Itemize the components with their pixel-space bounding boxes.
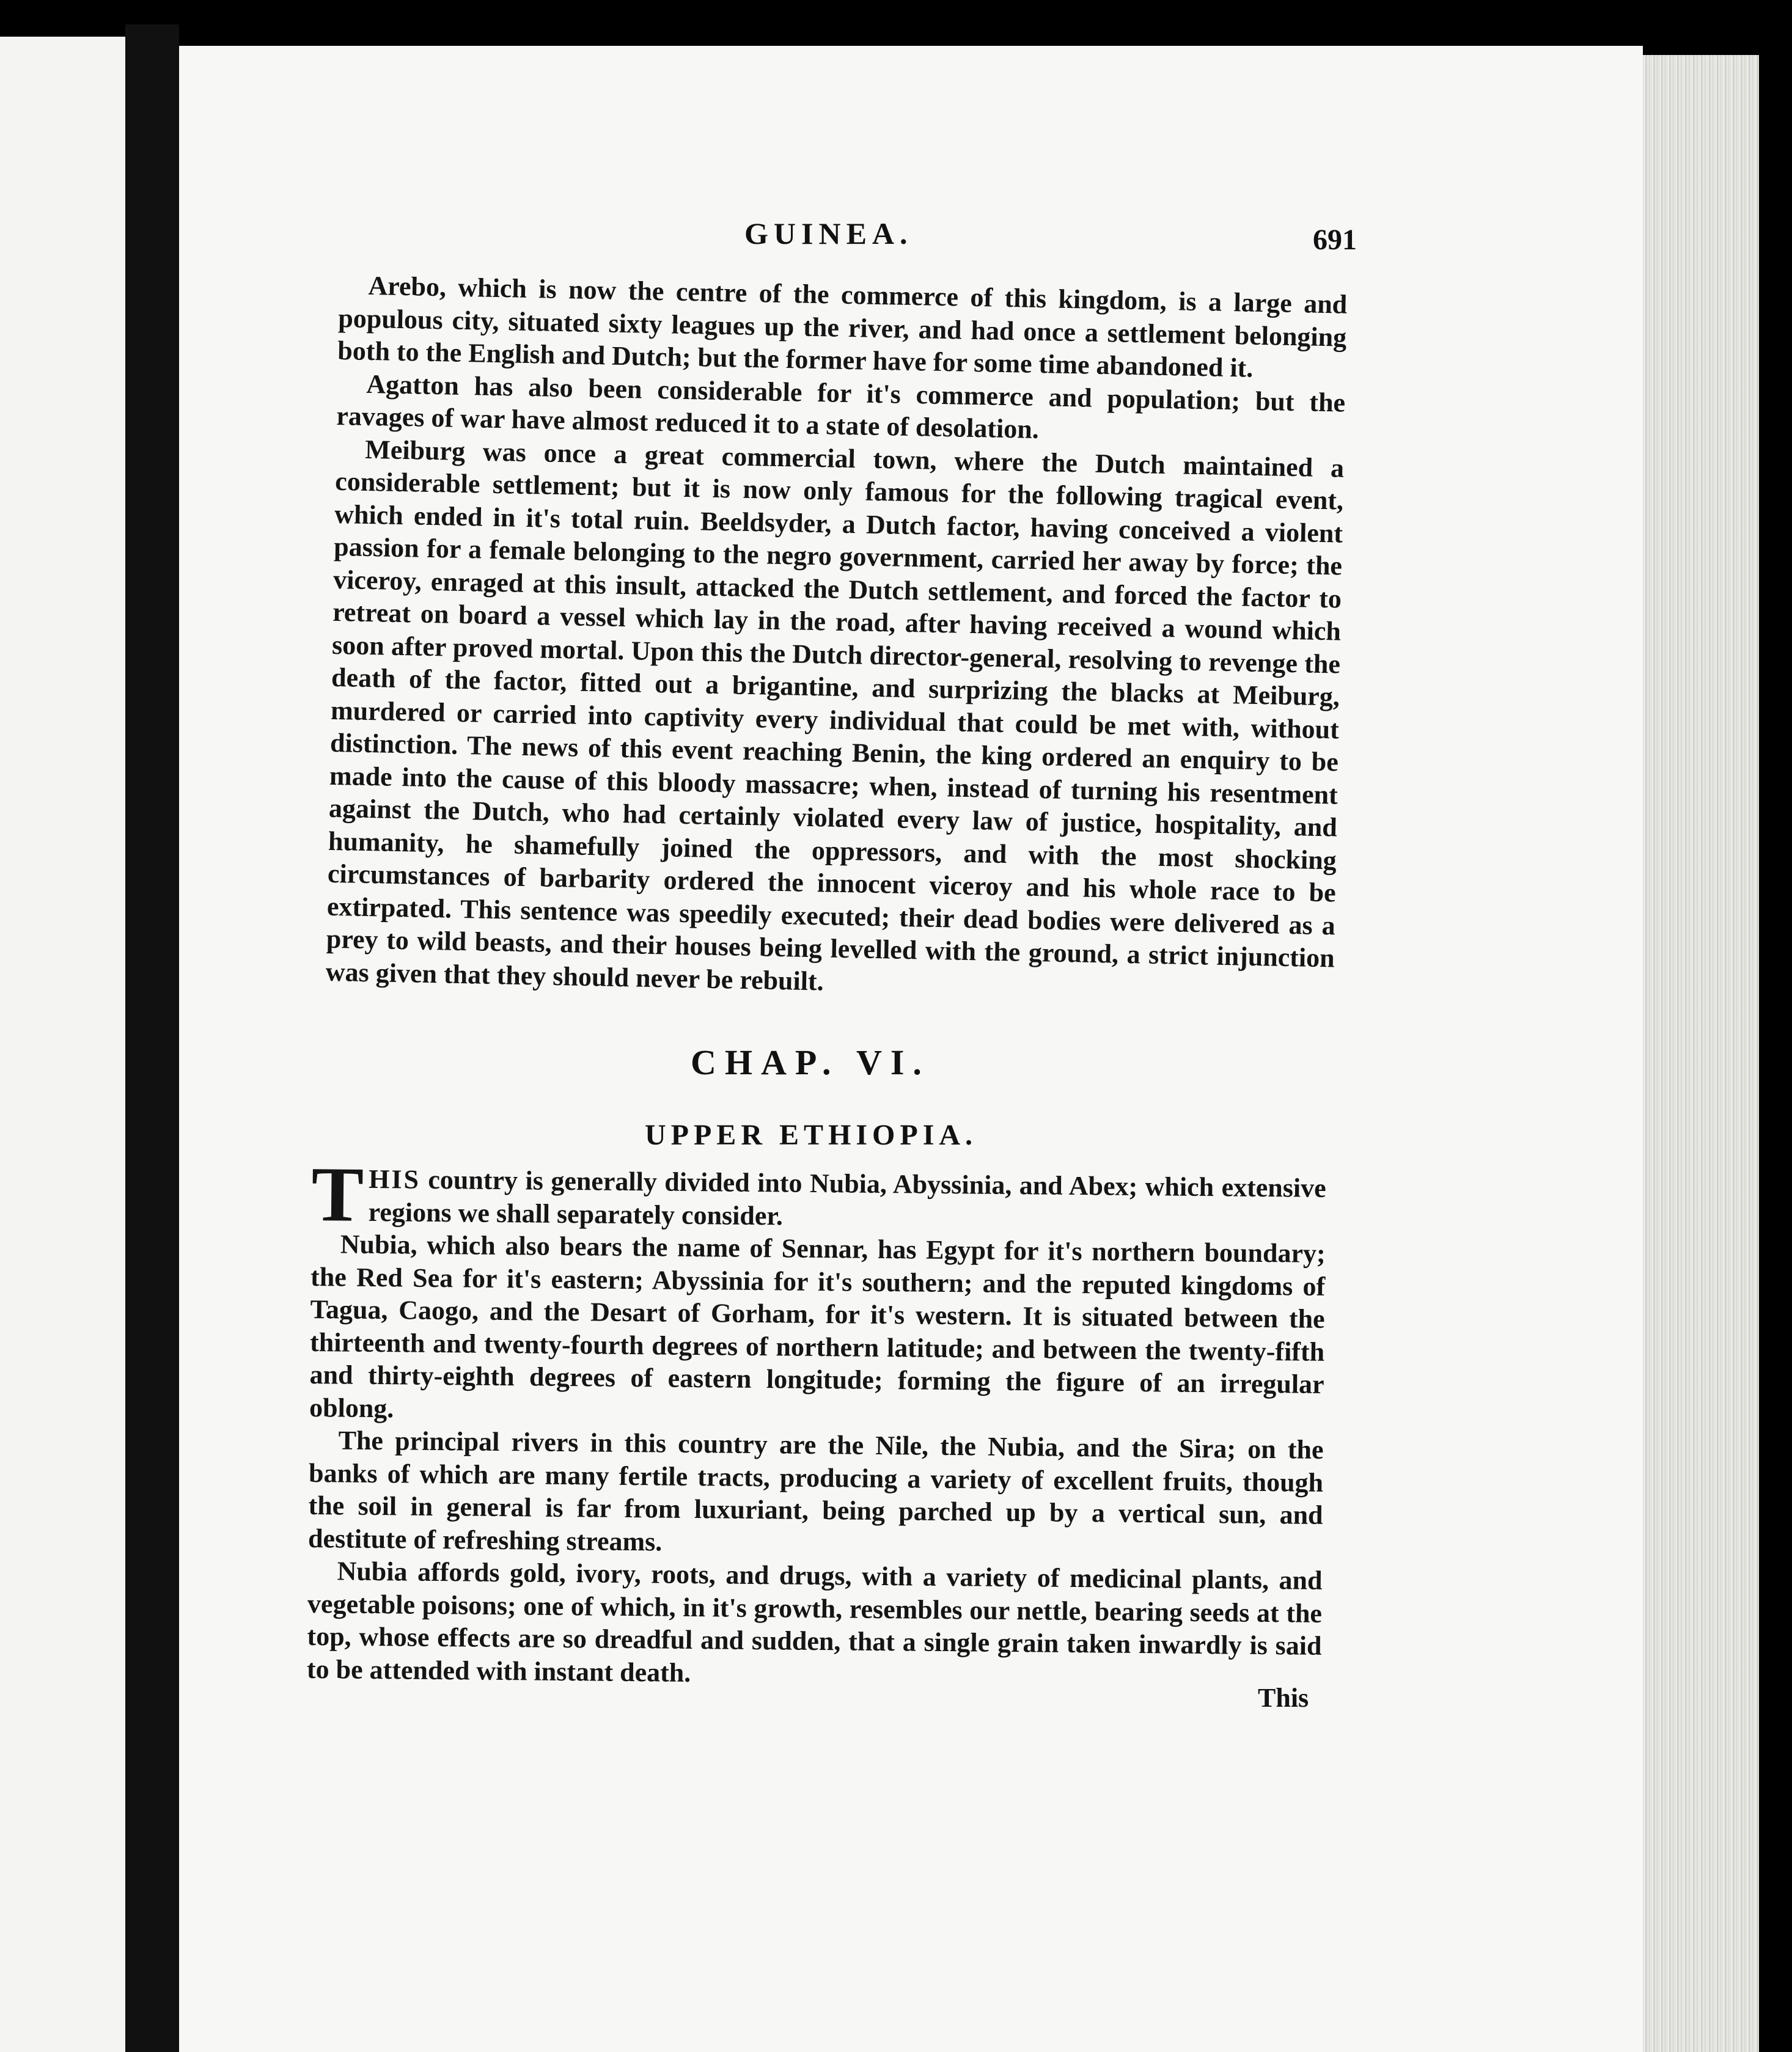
intro-text: country is generally divided into Nubia, Abyssinia, and Abex; which extensive regions we shall separately consider.	[368, 1164, 1326, 1231]
paragraph-produce: Nubia affords gold, ivory, roots, and drugs, with a variety of medicinal plants, and vegetable poisons; one of which, in it's growth, resembles our nettle, bearing seeds at the top, whose effects are so dreadful and sudden, that a single grain taken inwardly is said to be attended with instant death.	[306, 1556, 1323, 1688]
page-header	[179, 211, 1643, 266]
catchword: This	[1258, 1683, 1309, 1713]
paragraph-arebo: Arebo, which is now the centre of the commerce of this kingdom, is a large and populous city, situated sixty leagues up the river, and had once a settlement belonging both to the English and Dutch; but the former have for some time abandoned it.	[337, 270, 1348, 383]
paragraph-intro	[310, 1151, 1326, 1238]
book-gutter	[125, 24, 179, 2052]
ethiopia-section	[306, 1151, 1326, 1695]
running-head: GUINEA.	[744, 216, 913, 251]
paragraph-meiburg: Meiburg was once a great commercial town, where the Dutch maintained a considerable settlement; but it is now only famous for the following tragical event, which ended in it's total ruin. Beeldsyder, a Dutch factor, having conceived a violent passion for a female belonging to the negro government, carried her away by force; the viceroy, enraged at this insult, attacked the Dutch settlement, and forced the factor to retreat on board a vessel which lay in the road, after having received a wound which soon after proved mortal. Upon this the Dutch director-general, resolving to revenge the death of the factor, fitted out a brigantine, and surprizing the blacks at Meiburg, murdered or carried into captivity every individual that could be met with, without distinction. The news of this event reaching Benin, the king ordered an enquiry to be made into the cause of this bloody massacre; when, instead of turning his resentment against the Dutch, who had certainly violated every law of justice, hospitality, and humanity, he shamefully joined the oppressors, and with the most shocking circumstances of barbarity ordered the innocent viceroy and his whole race to be extirpated. This sentence was speedily executed; their dead bodies were delivered as a prey to wild beasts, and their houses being levelled with the ground, a strict injunction was given that they should never be rebuilt.	[325, 434, 1345, 996]
first-word-rest: HIS	[368, 1163, 421, 1195]
chapter-title: UPPER ETHIOPIA.	[645, 1119, 978, 1151]
page-number: 691	[1313, 224, 1357, 256]
paragraph-rivers: The principal rivers in this country are the Nile, the Nubia, and the Sira; on the banks of which are many fertile tracts, producing a variety of excellent fruits, though the soil in general is far from luxuriant, being parched up by a vertical sun, and destitute of refreshing streams.	[307, 1425, 1324, 1557]
paragraph-nubia-boundaries: Nubia, which also bears the name of Sennar, has Egypt for it's northern boundary; the Red Sea for it's eastern; Abyssinia for it's southern; and the reputed kingdoms of Tagua, Caogo, and the Desart of Gorham, for it's western. It is situated between the thirteenth and twenty-fourth degrees of northern latitude; and between the twenty-fifth and thirty-eighth degrees of eastern longitude; forming the figure of an irregular oblong.	[309, 1229, 1326, 1423]
chapter-heading: CHAP. VI.	[691, 1042, 930, 1082]
drop-cap: T	[310, 1151, 364, 1238]
guinea-section	[325, 269, 1347, 1007]
page-block-edges	[1643, 55, 1759, 2052]
paragraph-agatton: Agatton has also been considerable for it's commerce and population; but the ravages of war have almost reduced it to a state of desolation.	[336, 368, 1346, 445]
scan-border	[1759, 55, 1792, 2052]
facing-page-edge	[0, 37, 125, 2052]
